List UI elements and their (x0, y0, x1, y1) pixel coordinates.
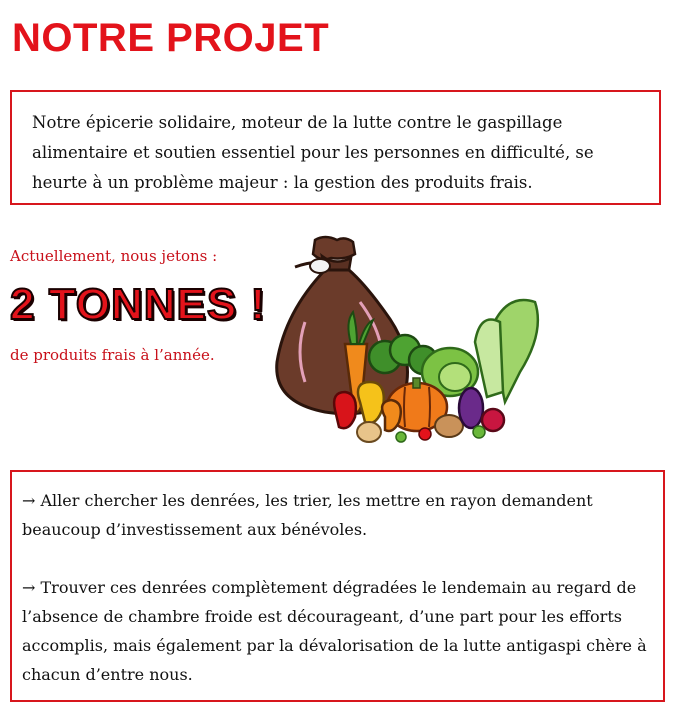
challenge-point: → Trouver ces denrées complètement dégradées le lendemain au regard de l’absence de chambre froide est décourageant, d’une part pour les efforts accomplis, mais également par la dévalorisation de la lutte antigaspi chère à chacun d’entre nous. (22, 578, 647, 684)
stat-intro: Actuellement, nous jetons : (10, 247, 218, 265)
page-title: NOTRE PROJET (12, 16, 330, 60)
description-box (10, 90, 661, 205)
stat-outro: de produits frais à l’année. (10, 346, 215, 364)
garbage-bag-icon (277, 237, 408, 414)
challenge-point: → Aller chercher les denrées, les trier, les mettre en rayon demandent beaucoup d’investissement aux bénévoles. (22, 491, 593, 539)
challenges-box (10, 470, 665, 702)
description-text: Notre épicerie solidaire, moteur de la lutte contre le gaspillage alimentaire et soutien essentiel pour les personnes en difficulté, se heurte à un problème majeur : la gestion des produits frais. (32, 113, 594, 192)
stat-value: 2 TONNES ! (10, 280, 267, 329)
food-waste-illustration (265, 232, 555, 447)
